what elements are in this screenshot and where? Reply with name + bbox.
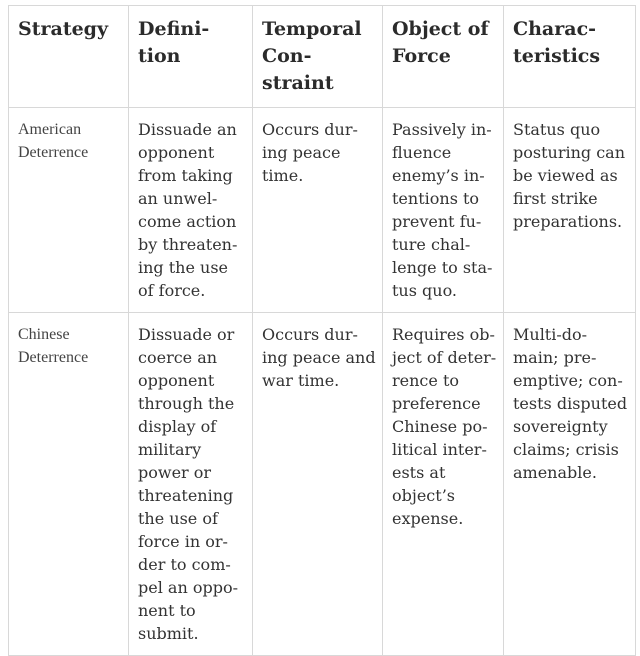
cell-text-line: enemy’s in- — [392, 166, 485, 185]
cell-object-of-force — [383, 313, 504, 656]
cell-text-line: submit. — [138, 624, 199, 643]
cell-definition — [129, 108, 253, 313]
cell-text-line: fluence — [392, 143, 452, 162]
cell-strategy — [9, 313, 129, 656]
cell-text-line: first strike — [513, 189, 598, 208]
cell-text-line: an unwel- — [138, 189, 218, 208]
header-definition: Defini- tion — [129, 6, 253, 108]
cell-text-line: Occurs dur- — [262, 325, 358, 344]
cell-text-line: coerce an — [138, 348, 218, 367]
cell-text-line: main; pre- — [513, 348, 597, 367]
cell-text-line: by threaten- — [138, 235, 238, 254]
cell-text-line: claims; crisis — [513, 440, 619, 459]
cell-text-line: ture chal- — [392, 235, 471, 254]
cell-text-line: Dissuade or — [138, 325, 235, 344]
cell-text-line: sovereignty — [513, 417, 608, 436]
cell-text-line: Multi-do- — [513, 325, 588, 344]
table-header-row — [9, 6, 636, 108]
cell-text-line: military — [138, 440, 202, 459]
cell-text-line: tests disputed — [513, 394, 628, 413]
cell-text-line: Passively in- — [392, 120, 492, 139]
cell-text-line: ject of deter- — [392, 348, 497, 367]
cell-text-line: expense. — [392, 509, 464, 528]
cell-text-line: lenge to sta- — [392, 258, 493, 277]
cell-text-line: tentions to — [392, 189, 480, 208]
header-temporal-constraint: Temporal Con- straint — [253, 6, 383, 108]
cell-text-line: Status quo — [513, 120, 601, 139]
cell-text-line: come action — [138, 212, 237, 231]
cell-text-line: object’s — [392, 486, 455, 505]
cell-text-line: rence to — [392, 371, 459, 390]
cell-text-line: Deterrence — [18, 144, 89, 161]
cell-text-line: through the — [138, 394, 235, 413]
cell-text-line: emptive; con- — [513, 371, 623, 390]
cell-text-line: ing peace — [262, 143, 341, 162]
cell-text-line: posturing can — [513, 143, 626, 162]
cell-text-line: of force. — [138, 281, 206, 300]
table-row — [9, 108, 636, 313]
cell-text-line: power or — [138, 463, 212, 482]
cell-text-line: tus quo. — [392, 281, 458, 300]
cell-text-line: display of — [138, 417, 217, 436]
cell-characteristics — [504, 108, 636, 313]
cell-definition — [129, 313, 253, 656]
cell-text-line: prevent fu- — [392, 212, 482, 231]
cell-text-line: American — [18, 121, 82, 138]
cell-text-line: threatening — [138, 486, 234, 505]
deterrence-comparison-table — [8, 5, 636, 656]
cell-text-line: opponent — [138, 371, 215, 390]
cell-text-line: pel an oppo- — [138, 578, 238, 597]
cell-text-line: Chinese po- — [392, 417, 488, 436]
cell-text-line: der to com- — [138, 555, 231, 574]
cell-text-line: ing the use — [138, 258, 229, 277]
cell-text-line: ests at — [392, 463, 446, 482]
cell-text-line: ing peace and — [262, 348, 376, 367]
cell-text-line: preparations. — [513, 212, 623, 231]
cell-characteristics — [504, 313, 636, 656]
cell-temporal-constraint — [253, 313, 383, 656]
cell-text-line: force in or- — [138, 532, 228, 551]
cell-object-of-force — [383, 108, 504, 313]
document-body — [8, 5, 635, 656]
cell-text-line: war time. — [262, 371, 340, 390]
cell-text-line: time. — [262, 166, 304, 185]
cell-text-line: preference — [392, 394, 481, 413]
cell-text-line: Requires ob- — [392, 325, 495, 344]
cell-strategy — [9, 108, 129, 313]
cell-text-line: the use of — [138, 509, 218, 528]
cell-text-line: Dissuade an — [138, 120, 237, 139]
cell-text-line: Chinese — [18, 326, 70, 343]
cell-text-line: amenable. — [513, 463, 597, 482]
header-strategy: Strategy — [9, 6, 129, 108]
cell-text-line: litical inter- — [392, 440, 487, 459]
header-characteristics: Charac- teristics — [504, 6, 636, 108]
cell-text-line: opponent — [138, 143, 215, 162]
table-row — [9, 313, 636, 656]
cell-temporal-constraint — [253, 108, 383, 313]
cell-text-line: from taking — [138, 166, 233, 185]
cell-text-line: Deterrence — [18, 349, 89, 366]
cell-text-line: be viewed as — [513, 166, 618, 185]
cell-text-line: Occurs dur- — [262, 120, 358, 139]
header-object-of-force: Object of Force — [383, 6, 504, 108]
cell-text-line: nent to — [138, 601, 196, 620]
